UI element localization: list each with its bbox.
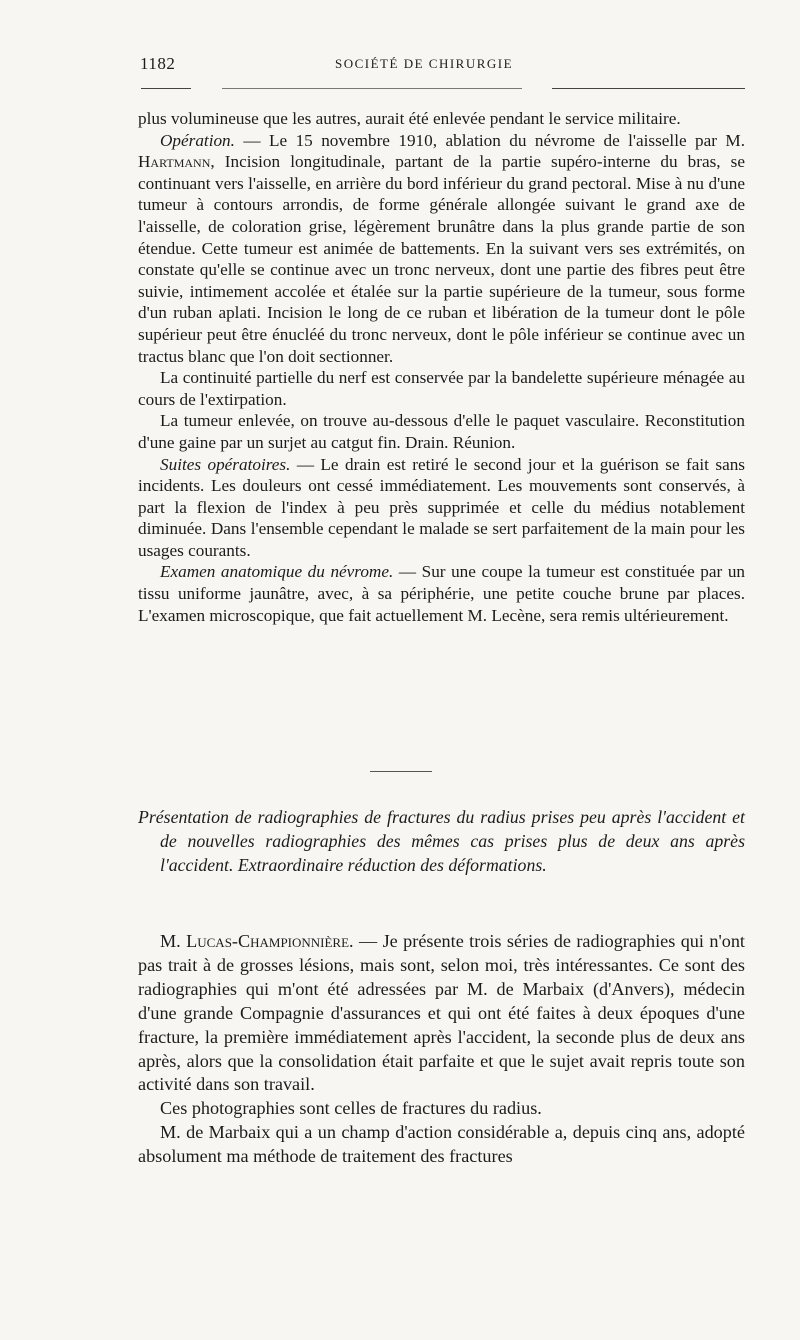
paragraph-lead: Opération. <box>160 130 235 150</box>
paragraph <box>138 367 745 410</box>
header-rule <box>141 88 191 89</box>
paragraph-text: — Le 15 novembre 1910, ablation du névrome de l'aisselle par M. <box>234 130 745 150</box>
paragraph <box>138 454 745 562</box>
paragraph-text: — Sur une coupe la tumeur est constituée par un tissu uniforme jaunâtre, avec, à sa périphérie, une petite couche brune par places. L'examen microscopique, que fait actuellement M. Lecène, sera remis ultérieurement. <box>138 562 746 625</box>
page-header <box>140 54 745 74</box>
paragraph-text: , Incision longitudinale, partant de la partie supéro-interne du bras, se continuant vers l'aisselle, en arrière du bord inférieur du grand pectoral. Mise à nu d'une tumeur à contours arrondis, de forme générale allongée suivant le grand axe de l'aisselle, de coloration grise, légèrement brunâtre dans la plus grande partie de son étendue. Cette tumeur est animée de battements. En la suivant vers ses extrémités, on constate qu'elle se continue avec un tronc nerveux, dont une partie des fibres peut être suivie, intimement accolée et étalée sur la partie supérieure de la tumeur, sous forme d'un ruban aplati. Incision le long de ce ruban et libération de la tumeur dont le pôle supérieur peut être énucléé du tronc nerveux, dont le pôle inférieur se continue avec un tractus blanc que l'on doit sectionner. <box>138 152 745 366</box>
paragraph <box>138 561 745 626</box>
paragraph-text: plus volumineuse que les autres, aurait été enlevée pendant le service militaire. <box>138 109 681 128</box>
paragraph <box>138 930 745 1097</box>
paragraph-text: — Je présente trois séries de radiographies qui n'ont pas trait à de grosses lésions, mais sont, selon moi, très intéressantes. Ce sont des radiographies qui m'ont été adressées par M. de Marbaix (d'Anvers), médecin d'une grande Compagnie d'assurances et qui ont été faites à deux époques d'une fracture, la première immédiatement après l'accident, la seconde plus de deux ans après, alors que la consolidation était parfaite et que le sujet avait repris toute son activité dans son travail. <box>138 931 745 1095</box>
running-title: SOCIÉTÉ DE CHIRURGIE <box>335 56 514 71</box>
paragraph <box>138 108 745 130</box>
paragraph-text: La continuité partielle du nerf est conservée par la bandelette supérieure ménagée au cours de l'extirpation. <box>138 368 745 409</box>
header-rule <box>222 88 522 89</box>
paragraph <box>138 410 745 453</box>
body-text <box>138 108 745 626</box>
body-text <box>138 930 745 1169</box>
paragraph-text: La tumeur enlevée, on trouve au-dessous d'elle le paquet vasculaire. Reconstitution d'une gaine par un surjet au catgut fin. Drain. Réunion. <box>138 411 745 452</box>
section-separator <box>370 771 432 772</box>
page-number: 1182 <box>140 54 176 73</box>
author-name: Hartmann <box>138 152 211 172</box>
paragraph-text: — Le drain est retiré le second jour et la guérison se fait sans incidents. Les douleurs ont cessé immédiatement. Les mouvements sont conservés, à part la flexion de l'index à peu près supprimée et celle du médius notablement diminuée. Dans l'ensemble cependant le malade se sert parfaitement de la main pour les usages courants. <box>138 454 745 560</box>
paragraph-text: Ces photographies sont celles de fractures du radius. <box>160 1098 542 1119</box>
paragraph-lead: Examen anatomique du névrome. <box>160 562 394 582</box>
paragraph-lead: Suites opératoires. <box>160 454 291 474</box>
paragraph <box>138 1097 745 1121</box>
paragraph <box>138 130 745 368</box>
section-title: Présentation de radiographies de fractures du radius prises peu après l'accident et de nouvelles radiographies des mêmes cas prises plus de deux ans après l'accident. Extraordinaire réduction des déformations. <box>138 807 745 875</box>
paragraph-text: M. de Marbaix qui a un champ d'action considérable a, depuis cinq ans, adopté absolument ma méthode de traitement des fractures <box>138 1122 745 1167</box>
paragraph <box>138 1121 745 1169</box>
speaker-name: M. Lucas-Championnière. <box>160 931 354 951</box>
header-rule <box>552 88 745 89</box>
